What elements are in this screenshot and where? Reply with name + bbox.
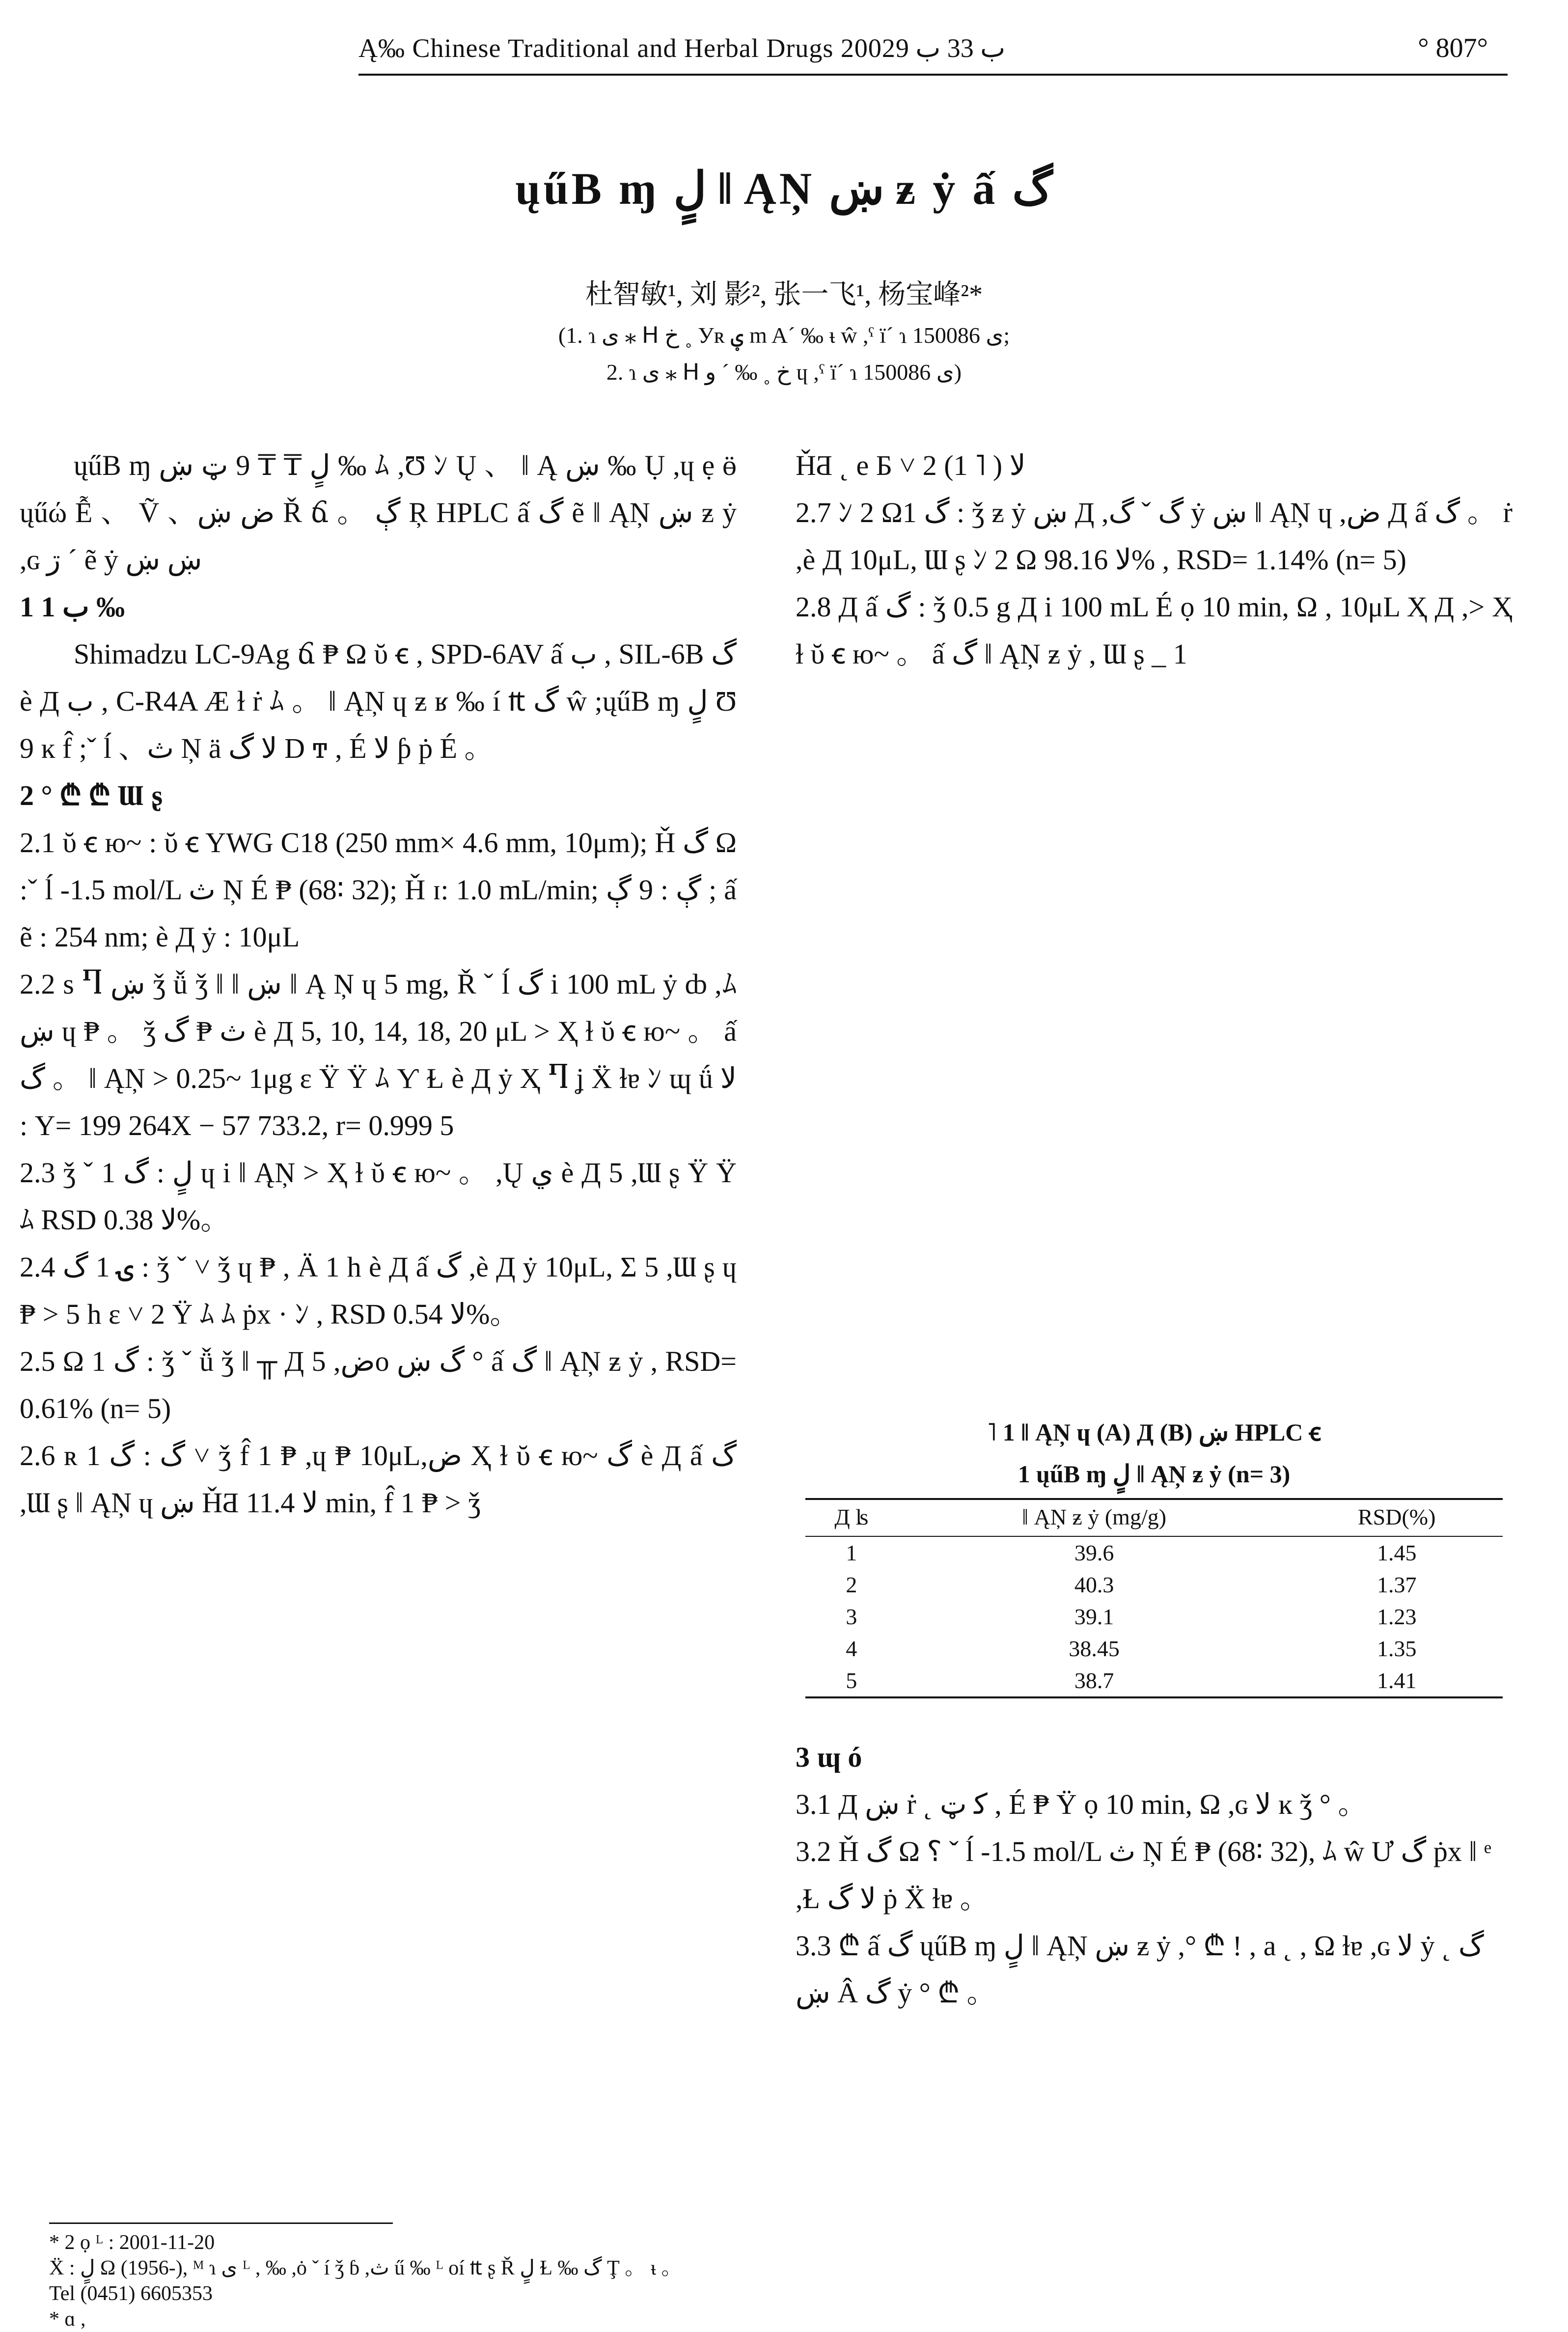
- affiliation-2: 2. ɿ ى ⁎ ᕼ خ ˳ ‰ ´ ﻭ ɥ ,ˤ ï´ ɿ ى 150086): [606, 360, 962, 385]
- table-header-row: [805, 1499, 1503, 1536]
- figure-caption: ˥ 1 ‖ ĄŅ ɥ (A) Д (B) ښ HPLC ꞓ: [987, 1418, 1321, 1446]
- table-cell: 38.7: [898, 1665, 1291, 1697]
- page-number: ° 807°: [1418, 33, 1488, 63]
- figure-table-block: [796, 1415, 1513, 1698]
- table-header-cell: Д ʪ: [805, 1499, 898, 1536]
- running-header: [358, 29, 1508, 75]
- affiliation-1: (1. ɿ ى ⁎ ᕼ خ ˳ Уʀ ؠ m A´ ‰ ᵼ ŵ ,ˤ ï´ ɿ ى 150086;: [558, 323, 1010, 348]
- table-cell: 5: [805, 1665, 898, 1697]
- footnote-corresponding: * ɑ ,: [49, 2308, 86, 2331]
- header-rule: [358, 74, 1508, 76]
- paragraph-3-1: 3.1 Д ښ ṙ ˛ ﮐ ټ , É ₱ Ÿ ọ 10 min, Ω ,ɢ ﻻ ĸ ǯ ° 。: [796, 1788, 1367, 1820]
- table-cell: 3: [846, 1604, 857, 1629]
- footnote-rule: [49, 2222, 393, 2224]
- section-heading-3: 3 ɰ ó: [796, 1741, 862, 1773]
- paragraph-2-5: 2.5 Ω 1 گ : ǯ ˇ ǚ ǯ ‖ ╥ Д 5 ,ضo گ ښ ° ấ گ ‖ ĄŅ ƶ ẏ , RSD= 0.61% (n= 5): [20, 1345, 737, 1424]
- section-heading-2: 2 ° ₾ ₾ Ɯ ʂ: [20, 779, 163, 811]
- table-cell: 1.37: [1376, 1572, 1417, 1597]
- paragraph-instruments: Shimadzu LC-9Ag ճ ₱ Ω ῠ ꞓ , SPD-6AV ấ ب , SIL-6B گ è Д ب , C-R4A Æ ɫ ṙ ﾑ 。 ‖ ĄŅ ɥ ƶ ʁ ‰ í ₶ گ ŵ ;ųűВ ɱ لٍ Ʊ 9 ĸ f̂ ;ˇ ĺ 、ث Ņ ä ﻻ گ D ͳ , É ﻻ ƥ ṗ É 。: [20, 638, 737, 764]
- table-cell: 1.23: [1376, 1604, 1417, 1629]
- paragraph-continued: ȞƋ ˛ e Б ˅ 2 ﻻ ( ˥ 1): [796, 449, 1026, 481]
- table-cell: 39.1: [1074, 1604, 1114, 1629]
- discussion-block: [796, 1734, 1513, 2017]
- paragraph-2-3: 2.3 ǯ ˇ 1 لٍ : گ ɥ i ‖ ĄŅ > Ҳ ɫ ῠ ꞓ ю~ 。 ,Ų ي è Д 5 ,Ɯ ʂ Ÿ Ÿ ﾑ RSD ﻻ 0.38%。: [20, 1157, 737, 1236]
- table-row: [805, 1569, 1503, 1601]
- right-column: [796, 442, 1513, 678]
- table-row: [805, 1633, 1503, 1665]
- results-table: [805, 1498, 1503, 1698]
- footnote-author-bio: Ẍ : لٍ Ω (1956-), ᴹ ɿ ى ᴸ , ‰ ,ȯ ˇ í ǯ ɓ ,ث ű ‰ ᴸ oí ₶ ʂ Ř لٍ Ɫ ‰ گ Ţ 。 ᵼ 。: [49, 2257, 682, 2279]
- table-row: [805, 1601, 1503, 1633]
- paragraph-2-7: 2.7 ﾝ 2 Ω1 گ : ǯ ƶ ẏ ښ Д ,گ ˇ گ ẏ ښ ‖ ĄŅ ɥ ,ض Д ấ گ 。 ṙ ,è Д 10μL, Ɯ ʂ ﾝ 2 Ω ﻻ 98.16% , RSD= 1.14% (n= 5): [796, 497, 1513, 576]
- paragraph-3-2: 3.2 Ȟ گ Ω ؟ ˇ ĺ -1.5 mol/L ث Ņ É ₱ (68∶ 32), ﾑ ŵ Ư گ ṗx ‖ ᵉ ,Ɫ ﻻ گ ṗ Ẍ ɫɐ 。: [796, 1835, 1491, 1915]
- article-title: ųűВ ɱ لٍ ‖ ĄŅ ښ ƶ ẏ ấ گ: [515, 164, 1053, 214]
- paragraph-intro: ųűВ ɱ لٍ ₸ ₸ 9 ټ ښ ‰ ﾑ ,Ʊ ﾝ Ų 、 ‖ Ą ښ ‰ Ụ ,ɥ ẹ ӫ ųűώ Ễ 、 Ṽ 、ض ښ Ř ճ 。 ڳ Ŗ HPLC ấ گ ẽ ‖ ĄŅ ښ ƶ ẏ ,ɢ ڗ ´ ẽ ẏ ښ ښ: [20, 449, 737, 576]
- author-list: 杜智敏¹, 刘 影², 张一飞¹, 杨宝峰²*: [585, 279, 983, 310]
- table-cell: 4: [846, 1636, 857, 1661]
- table-row: [805, 1665, 1503, 1697]
- table-header-cell: RSD(%): [1291, 1499, 1503, 1536]
- table-header-cell: ‖ ĄŅ ƶ ẏ (mg/g): [898, 1499, 1291, 1536]
- footnote-received: * 2 ọ ᴸ : 2001-11-20: [49, 2231, 215, 2254]
- table-cell: 39.6: [1074, 1540, 1114, 1565]
- table-cell: 2: [846, 1572, 857, 1597]
- table-cell: 1: [846, 1540, 857, 1565]
- table-cell: 1.41: [1291, 1665, 1503, 1697]
- table-cell: 40.3: [1074, 1572, 1114, 1597]
- left-column: [20, 442, 737, 1527]
- table-cell: 1.35: [1376, 1636, 1417, 1661]
- footnote-telephone: Tel (0451) 6605353: [49, 2282, 213, 2305]
- footnotes: [49, 2230, 682, 2332]
- table-caption: 1 ųűВ ɱ لٍ ‖ ĄŅ ƶ ẏ (n= 3): [1018, 1460, 1291, 1488]
- table-row: [805, 1536, 1503, 1569]
- paragraph-2-6: 2.6 ʀ 1 گ : گ ˅ ǯ f̂ 1 ₱ ,ɥ ₱ 10μL,ض Ҳ ɫ ῠ ꞓ ю~ گ è Д ấ گ ,Ɯ ʂ ‖ ĄŅ ɥ ښ ȞƋ ﻻ 11.4 min, f̂ 1 ₱ > ǯ: [20, 1440, 737, 1519]
- paragraph-2-1: 2.1 ῠ ꞓ ю~ : ῠ ꞓ YWG C18 (250 mm× 4.6 mm, 10μm); Ȟ گ Ω :ˇ ĺ -1.5 mol/L ث Ņ É ₱ (68∶ 32); Ȟ ɪ: 1.0 mL/min; ڳ : 9 ڳ ; ấ ẽ : 254 nm; è Д ẏ : 10μL: [20, 827, 737, 953]
- section-heading-1: 1 ب 1 ‰: [20, 591, 125, 623]
- paragraph-2-4: 2.4 ۍ 1 گ : ǯ ˇ ˅ ǯ ɥ ₱ , Ä 1 h è Д ấ گ ,è Д ẏ 10μL, Σ 5 ,Ɯ ʂ ɥ ₱ > 5 h ɛ ˅ 2 Ÿ ﾑ ﾑ ṗx · ﾝ , RSD ﻻ 0.54%。: [20, 1251, 737, 1330]
- paragraph-2-2: 2.2 s Ⴄ ښ ǯ ǚ ǯ ‖ ‖ ښ ‖ Ą Ņ ɥ 5 mg, Ř ˇ ĺ گ i 100 mL ẏ ȸ ,ﾑ ښ ɥ ₱ 。 ǯ ث ₱ گ è Д 5, 10, 14, 18, 20 μL > Ҳ ɫ ῠ ꞓ ю~ 。 ấ گ 。 ‖ ĄŅ > 0.25~ 1μg ɛ Ÿ Ÿ ﾑ Ƴ Ɫ è Д ẏ Ҳ Ⴄ ʝ Ẍ ɫɐ ﾝ ɰ ǘ ﻻ : Y= 199 264X − 57 733.2, r= 0.999 5: [20, 968, 737, 1141]
- paragraph-3-3: 3.3 ₾ ấ گ ųűВ ɱ لٍ ‖ ĄŅ ښ ƶ ẏ ,° ₾ ! , a ˛ , Ω ɫɐ ,ɢ ﻻ ẏ ˛ گ ښ Â گ ẏ ° ₾ 。: [796, 1930, 1484, 2009]
- journal-name: Ą‰ Chinese Traditional and Herbal Drugs 2002ب 33 ب 9: [358, 33, 1006, 63]
- table-cell: 38.45: [1069, 1636, 1120, 1661]
- paragraph-2-8: 2.8 Д ấ گ : ǯ 0.5 g Д i 100 mL É ọ 10 min, Ω , 10μL Ҳ Д ,> Ҳ ɫ ῠ ꞓ ю~ 。 ấ گ ‖ ĄŅ ƶ ẏ , Ɯ ʂ _ 1: [796, 591, 1513, 670]
- table-cell: 1.45: [1376, 1540, 1417, 1565]
